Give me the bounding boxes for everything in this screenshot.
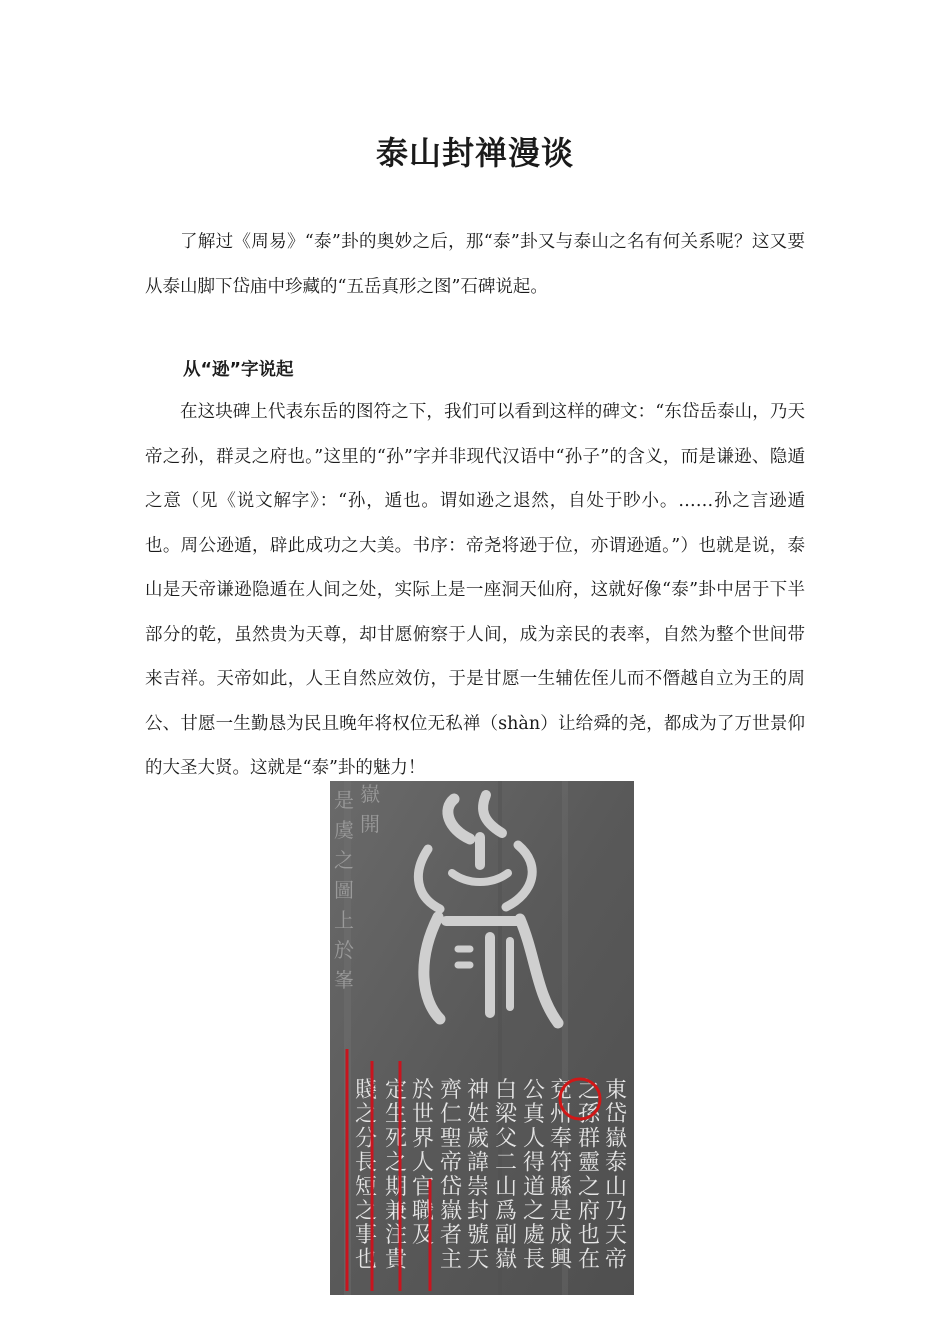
stele-side-column: 嶽開 <box>360 782 380 836</box>
section-heading: 从“逊”字说起 <box>183 360 294 380</box>
inscription-column: 公真人得道之處長 <box>522 1078 546 1273</box>
intro-paragraph: 了解过《周易》“泰”卦的奥妙之后，那“泰”卦又与泰山之名有何关系呢？这又要从泰山脚下岱庙中珍藏的“五岳真形之图”石碑说起。 <box>145 232 805 297</box>
inscription-column: 賤之分長短之事也 <box>354 1078 378 1273</box>
inscription-column: 兗州奉符縣是成興 <box>549 1078 573 1273</box>
body-paragraph: 在这块碑上代表东岳的图符之下，我们可以看到这样的碑文：“东岱岳泰山，乃天帝之孙，群灵之府也。”这里的“孙”字并非现代汉语中“孙子”的含义，而是谦逊、隐遁之意（见《说文解字》：“孙，遁也。谓如逊之退然，自处于眇小。……孙之言逊遁也。周公逊遁，辟此成功之大美。书序：帝尧将逊于位，亦谓逊遁。”）也就是说，泰山是天帝谦逊隐遁在人间之处，实际上是一座洞天仙府，这就好像“泰”卦中居于下半部分的乾，虽然贵为天尊，却甘愿俯察于人间，成为亲民的表率，自然为整个世间带来吉祥。天帝如此，人王自然应效仿，于是甘愿一生辅佐侄儿而不僭越自立为王的周公、甘愿一生勤恳为民且晚年将权位无私禅（shàn）让给舜的尧，都成为了万世景仰的大圣大贤。这就是“泰”卦的魅力！ <box>145 402 805 778</box>
document-title: 泰山封禅漫谈 <box>375 134 574 172</box>
inscription-column: 東岱嶽泰山乃天帝 <box>604 1078 628 1273</box>
stele-illustration <box>330 781 634 1295</box>
inscription-column: 於世界人官職及 <box>411 1078 435 1249</box>
inscription-column: 神姓歲諱崇封號天 <box>466 1078 490 1273</box>
stele-side-column: 是虞之圖上於峯 <box>334 788 354 992</box>
stele-rubbing-image <box>330 781 634 1295</box>
inscription-column: 之孫群靈之府也在 <box>577 1078 601 1273</box>
inscription-column: 齊仁聖帝岱嶽者主 <box>439 1078 463 1273</box>
inscription-column: 白梁父二山爲副嶽 <box>494 1078 518 1273</box>
inscription-column: 定生死之期兼注貴 <box>384 1078 408 1273</box>
